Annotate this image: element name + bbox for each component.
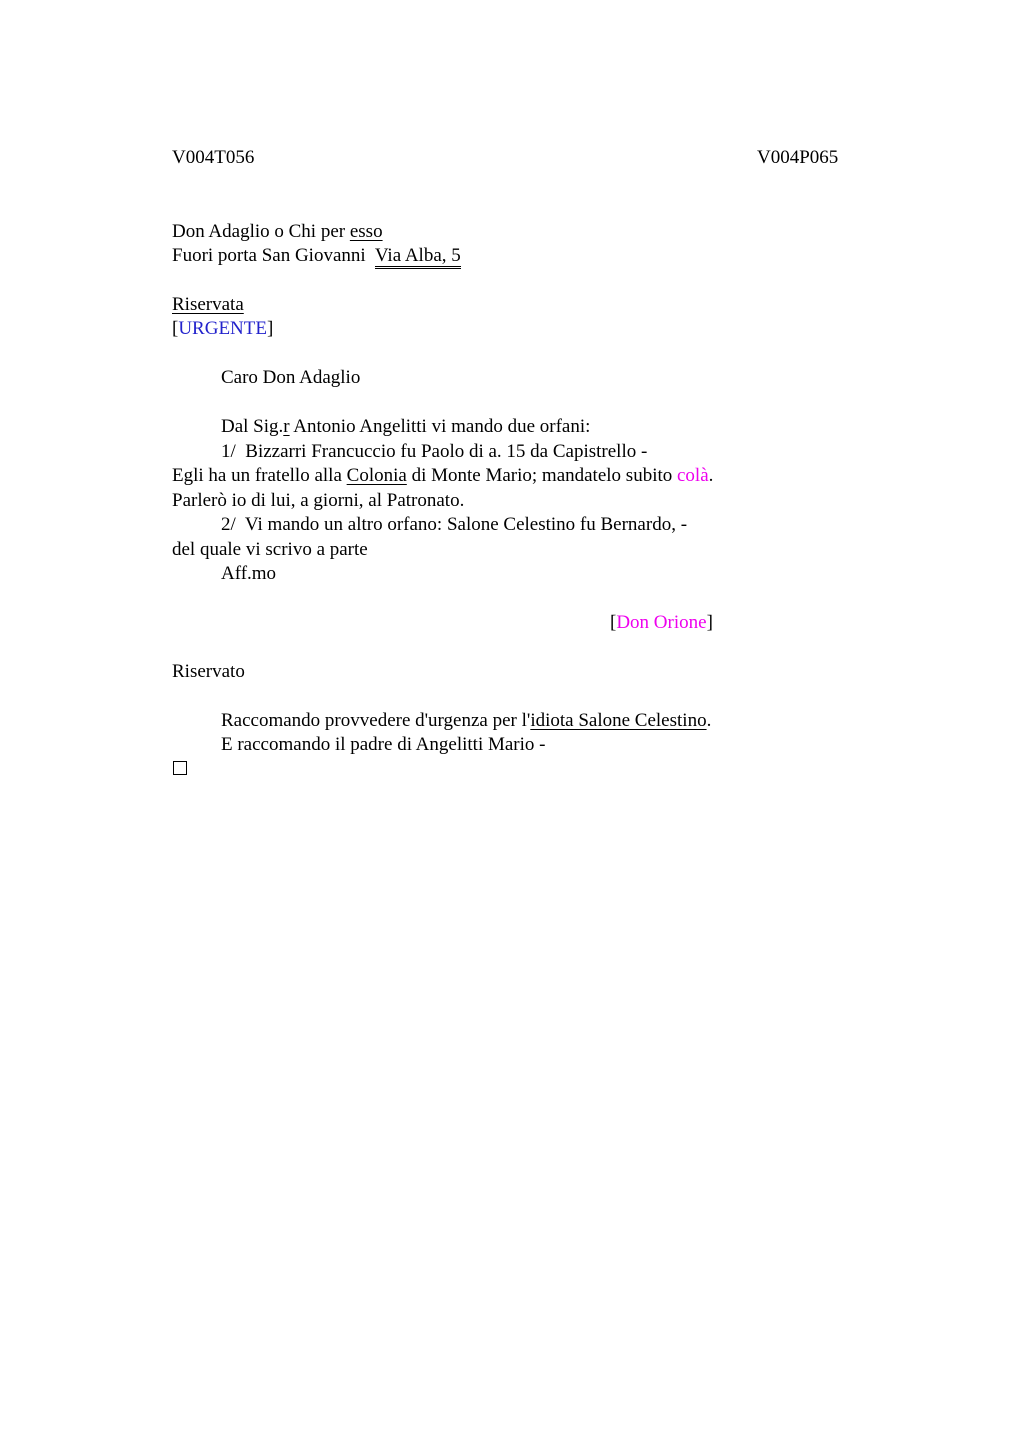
end-marker-box	[173, 761, 187, 775]
address-line-2	[172, 244, 461, 268]
signature-line	[610, 611, 713, 635]
intro-abbrev: r	[283, 416, 290, 437]
bracket-close: ]	[266, 318, 274, 339]
item-1-cont-b: di Monte Mario; mandatelo subito	[406, 465, 677, 486]
item-2: 2/ Vi mando un altro orfano: Salone Celestino fu Bernardo, -	[221, 514, 688, 535]
address-street: Via Alba, 5	[375, 245, 461, 269]
intro-line	[221, 415, 590, 439]
document-code-left: V004T056	[172, 147, 255, 168]
bracket-open: [	[172, 318, 179, 339]
item-1-cont-end: .	[708, 465, 714, 486]
item-1: 1/ Bizzarri Francuccio fu Paolo di a. 15 da Capistrello -	[221, 441, 648, 462]
postscript-line-2: E raccomando il padre di Angelitti Mario -	[221, 734, 546, 755]
address-location: Fuori porta San Giovanni	[172, 245, 375, 266]
salutation: Caro Don Adaglio	[221, 367, 361, 388]
item-1-continuation	[172, 464, 713, 488]
postscript-text-a: Raccomando provvedere d'urgenza per l'	[221, 710, 531, 731]
postscript-end: .	[706, 710, 712, 731]
item-1-colonia: Colonia	[346, 465, 407, 486]
intro-text-b: Antonio Angelitti vi mando due orfani:	[289, 416, 591, 437]
item-1-continuation-2: Parlerò io di lui, a giorni, al Patronato.	[172, 490, 465, 511]
riservata-label: Riservata	[172, 294, 244, 315]
address-recipient-underlined: esso	[349, 221, 383, 242]
postscript-underlined: idiota Salone Celestino	[530, 710, 707, 731]
item-1-cont-a: Egli ha un fratello alla	[172, 465, 347, 486]
intro-text-a: Dal Sig.	[221, 416, 284, 437]
address-recipient: Don Adaglio o Chi per	[172, 221, 350, 242]
signature: Don Orione	[616, 612, 707, 633]
document-code-right: V004P065	[757, 147, 839, 168]
item-1-cola: colà	[677, 465, 709, 486]
item-2-continuation: del quale vi scrivo a parte	[172, 539, 368, 560]
signature-bracket-open: [	[610, 612, 617, 633]
signature-bracket-close: ]	[706, 612, 713, 633]
urgente-line	[172, 317, 273, 341]
postscript-title: Riservato	[172, 661, 245, 682]
urgente-label: URGENTE	[178, 318, 267, 339]
postscript-line-1	[221, 709, 711, 733]
closing: Aff.mo	[221, 563, 277, 584]
address-line-1	[172, 220, 383, 244]
